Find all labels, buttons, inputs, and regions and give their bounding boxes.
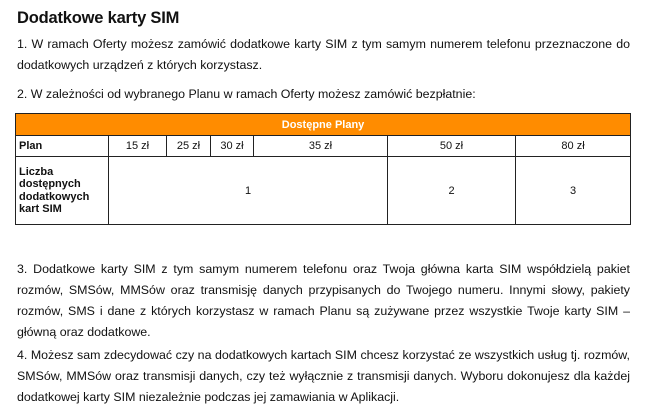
plan-cell: 25 zł (167, 136, 211, 157)
page-title: Dodatkowe karty SIM (17, 9, 180, 27)
paragraph-1: 1. W ramach Oferty możesz zamówić dodatkowe karty SIM z tym samym numerem telefonu przeznaczone do dodatkowych urządzeń z których korzystasz. (17, 37, 630, 72)
paragraph-3: 3. Dodatkowe karty SIM z tym samym numerem telefonu oraz Twoja główna karta SIM współdzielą pakiet rozmów, SMSów, MMSów oraz transmisję danych przypisanych do Twojego numeru. Innymi słowy, pakiety rozmów, SMS i dane z których korzystasz w ramach Planu są zużywane przez wszystkie Twoje karty SIM – główną oraz dodatkowe. (17, 262, 630, 339)
plan-cell: 50 zł (388, 136, 516, 157)
table-header: Dostępne Plany (16, 114, 631, 136)
paragraph-2: 2. W zależności od wybranego Planu w ramach Oferty możesz zamówić bezpłatnie: (17, 87, 476, 101)
count-row (16, 157, 631, 225)
paragraph-4: 4. Możesz sam zdecydować czy na dodatkowych kartach SIM chcesz korzystać ze wszystkich usług tj. rozmów, SMSów, MMSów oraz transmisji danych, czy też wyłącznie z transmisji danych. Wyboru dokonujesz dla każdej dodatkowej karty SIM niezależnie podczas jej zamawiania w Aplikacji. (17, 348, 630, 404)
count-row-label: Liczba dostępnych dodatkowych kart SIM (16, 157, 109, 225)
count-cell: 2 (388, 157, 516, 225)
plan-cell: 80 zł (516, 136, 631, 157)
plan-cell: 35 zł (254, 136, 388, 157)
plan-row (16, 136, 631, 157)
count-cell: 3 (516, 157, 631, 225)
count-cell: 1 (109, 157, 388, 225)
plan-cell: 30 zł (211, 136, 254, 157)
plan-row-label: Plan (16, 136, 109, 157)
plan-cell: 15 zł (109, 136, 167, 157)
plans-table (15, 113, 631, 225)
